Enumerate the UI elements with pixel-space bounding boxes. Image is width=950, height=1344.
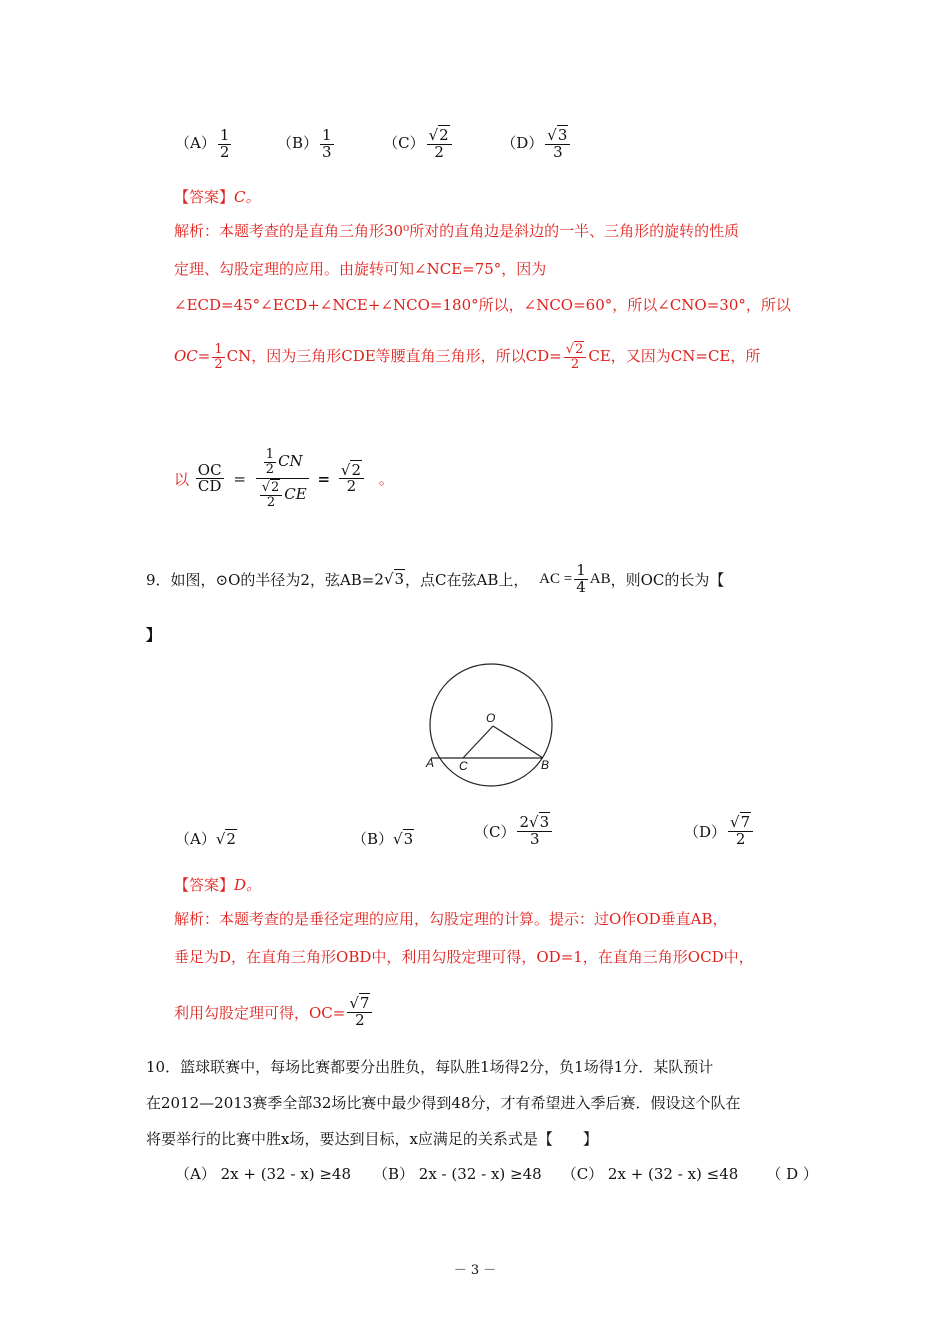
q9-bracket-close: 】	[146, 626, 162, 644]
q8-options	[175, 128, 572, 161]
circle-o	[430, 664, 552, 786]
page-number: － 3 －	[453, 1263, 497, 1278]
label-b: B	[541, 758, 550, 772]
q8-analysis-line3: ∠ECD=45°∠ECD+∠NCE+∠NCO=180°所以，∠NCO=60°，所以∠CNO=30°，所以	[174, 296, 791, 314]
q9-circle-figure	[420, 660, 570, 800]
q10-line2: 在2012—2013赛季全部32场比赛中最少得到48分，才有希望进入季后赛．假设这个队在	[146, 1094, 741, 1112]
label-a: A	[426, 756, 435, 770]
q9-analysis-line2: 垂足为D，在直角三角形OBD中，利用勾股定理可得，OD=1，在直角三角形OCD中，	[174, 948, 754, 966]
q8-analysis-line4: OC= $\frac{1}{2}$ CN，因为三角形CDE等腰直角三角形，所以CD= $\frac{√2}{2}$ CE，又因为CN=CE，所	[174, 342, 761, 372]
segment-ob	[493, 726, 543, 758]
q9-option-a: （A）√2	[175, 830, 236, 848]
label-c: C	[459, 759, 468, 773]
q10-line3: 将要举行的比赛中胜x场，要达到目标，x应满足的关系式是【 】	[146, 1130, 598, 1148]
q8-option-b: （B） $\frac{1}{3}$	[276, 126, 332, 161]
q10-options	[175, 1163, 818, 1184]
segment-oc	[463, 726, 493, 758]
q9-option-c: （C） $\frac{2√3}{3}$	[474, 815, 554, 848]
q8-analysis-line2: 定理、勾股定理的应用。由旋转可知∠NCE=75°，因为	[174, 260, 547, 278]
q8-analysis-line5: 以 $\frac{OC}{CD}$ = $\frac{1}{2}$ CN $\frac{√2}{2}$ CE = $\frac{√2}{2}$ 。	[174, 447, 394, 510]
q9-answer: 【答案】D。	[174, 876, 262, 894]
q8-option-c: （C） $\frac{√2}{2}$	[383, 134, 458, 152]
q9-analysis-line1: 解析：本题考查的是垂径定理的应用，勾股定理的计算。提示：过O作OD垂直AB，	[174, 910, 728, 928]
q10-option-a: （A） 2x + (32 - x) ≥48	[175, 1165, 351, 1183]
q9-option-d: （D） $\frac{√7}{2}$	[684, 815, 755, 848]
q10-option-b: （B） 2x - (32 - x) ≥48	[373, 1165, 542, 1183]
q10-option-d: （ D ）	[766, 1165, 818, 1183]
q8-option-d: （D） $\frac{√3}{3}$	[501, 134, 572, 152]
q10-option-c: （C） 2x + (32 - x) ≤48	[561, 1165, 739, 1183]
q8-option-a: （A） $\frac{1}{2}$	[175, 126, 230, 161]
q8-answer: 【答案】C。	[174, 188, 261, 206]
q9-analysis-line3: 利用勾股定理可得，OC= $\frac{√7}{2}$	[174, 996, 374, 1029]
q8-analysis-line1: 解析：本题考查的是直角三角形30⁰所对的直角边是斜边的一半、三角形的旋转的性质	[174, 222, 740, 240]
q9-option-b: （B）√3	[352, 830, 414, 848]
label-o: O	[486, 711, 496, 725]
q9-stem: 9．如图，⊙O的半径为2，弦AB=2√3，点C在弦AB上， AC = $\frac{1}{4}$ AB，则OC的长为【	[146, 561, 725, 596]
q10-line1: 10．篮球联赛中，每场比赛都要分出胜负，每队胜1场得2分，负1场得1分．某队预计	[146, 1058, 714, 1076]
